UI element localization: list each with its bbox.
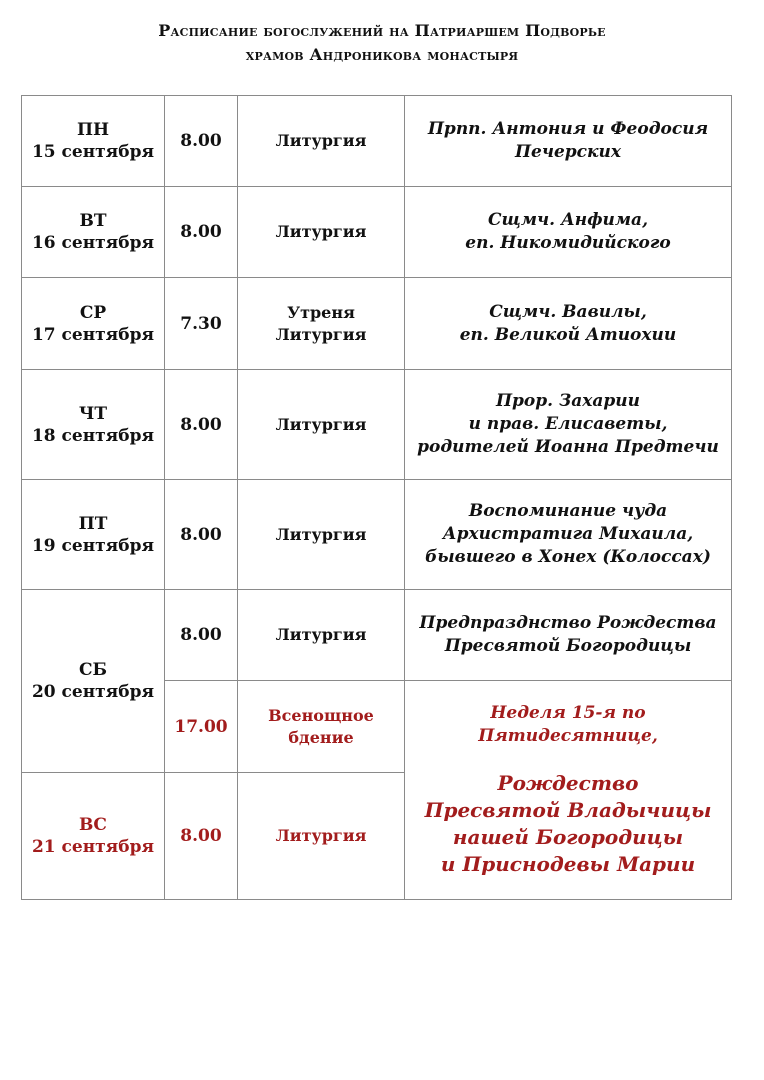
day-cell <box>22 278 165 370</box>
day-cell <box>22 773 165 900</box>
day-cell <box>22 370 165 480</box>
table-row-wednesday <box>22 278 732 370</box>
service-line: Всенощное <box>268 705 374 725</box>
weekday: ВС <box>79 815 107 835</box>
evening-service-cell <box>238 681 405 773</box>
commemoration-line: еп. Никомидийского <box>465 233 671 253</box>
service-cell: Литургия <box>238 480 405 590</box>
commemoration-line: Пресвятой Богородицы <box>444 636 692 656</box>
date: 15 сентября <box>31 142 155 162</box>
commemoration-line: Архистратига Михаила, <box>442 524 694 544</box>
table-row-thursday <box>22 370 732 480</box>
commemoration-line: еп. Великой Атиохии <box>459 324 677 345</box>
feast-title-line: нашей Богородицы <box>452 825 684 849</box>
feast-cell <box>405 681 732 900</box>
date: 21 сентября <box>31 837 155 857</box>
time-cell: 8.00 <box>165 773 238 900</box>
service-cell: Литургия <box>238 96 405 187</box>
commemoration-line: и прав. Елисаветы, <box>468 414 668 434</box>
date: 17 сентября <box>31 324 155 345</box>
commemoration-line: Сщмч. Анфима, <box>488 210 648 230</box>
commemoration-line: Предпразднство Рождества <box>419 613 717 633</box>
time-cell: 8.00 <box>165 96 238 187</box>
date: 16 сентября <box>31 233 155 253</box>
weekday: ЧТ <box>78 403 108 424</box>
feast-title-line: Пресвятой Владычицы <box>424 798 712 822</box>
table-row-monday <box>22 96 732 187</box>
time-cell: 8.00 <box>165 480 238 590</box>
weekday: ПТ <box>78 513 108 534</box>
commemoration-cell <box>405 278 732 370</box>
feast-subtitle-line: Неделя 15-я по <box>490 703 646 723</box>
date: 20 сентября <box>31 682 155 702</box>
day-cell <box>22 590 165 773</box>
commemoration-line: Прпп. Антония и Феодосия <box>427 119 709 139</box>
commemoration-line: Прор. Захарии <box>495 391 641 411</box>
table-row-friday <box>22 480 732 590</box>
service-cell: Литургия <box>238 773 405 900</box>
commemoration-line: Сщмч. Вавилы, <box>489 301 647 322</box>
commemoration-cell <box>405 480 732 590</box>
time-cell: 8.00 <box>165 590 238 681</box>
commemoration-line: родителей Иоанна Предтечи <box>417 437 719 457</box>
weekday: ПН <box>76 120 110 140</box>
day-cell <box>22 480 165 590</box>
time-cell: 7.30 <box>165 278 238 370</box>
service-line: Литургия <box>275 324 367 344</box>
service-line: Утреня <box>287 302 355 322</box>
weekday: СБ <box>78 660 108 680</box>
commemoration-cell <box>405 590 732 681</box>
schedule-table <box>21 95 732 900</box>
table-row-tuesday <box>22 187 732 278</box>
page-title-line2: храмов Андроникова монастыря <box>245 45 519 64</box>
page-title-line1: Расписание богослужений на Патриаршем Подворье <box>158 21 606 40</box>
spacer <box>405 748 731 770</box>
day-cell <box>22 96 165 187</box>
feast-subtitle-line: Пятидесятнице, <box>478 726 658 746</box>
date: 19 сентября <box>31 535 155 556</box>
commemoration-line: Воспоминание чуда <box>468 501 668 521</box>
time-cell: 8.00 <box>165 370 238 480</box>
service-cell: Литургия <box>238 370 405 480</box>
commemoration-cell <box>405 187 732 278</box>
commemoration-cell <box>405 370 732 480</box>
day-cell <box>22 187 165 278</box>
commemoration-line: Печерских <box>514 142 622 162</box>
service-line: бдение <box>288 727 354 747</box>
table-row-saturday <box>22 590 732 681</box>
weekday: СР <box>79 302 107 323</box>
service-cell: Литургия <box>238 590 405 681</box>
weekday: ВТ <box>79 211 107 231</box>
service-cell <box>238 278 405 370</box>
evening-time-cell: 17.00 <box>165 681 238 773</box>
time-cell: 8.00 <box>165 187 238 278</box>
commemoration-cell <box>405 96 732 187</box>
service-cell: Литургия <box>238 187 405 278</box>
commemoration-line: бывшего в Хонех (Колоссах) <box>425 547 711 567</box>
date: 18 сентября <box>31 425 155 446</box>
feast-title-line: Рождество <box>497 771 639 795</box>
feast-title-line: и Приснодевы Марии <box>440 852 696 876</box>
